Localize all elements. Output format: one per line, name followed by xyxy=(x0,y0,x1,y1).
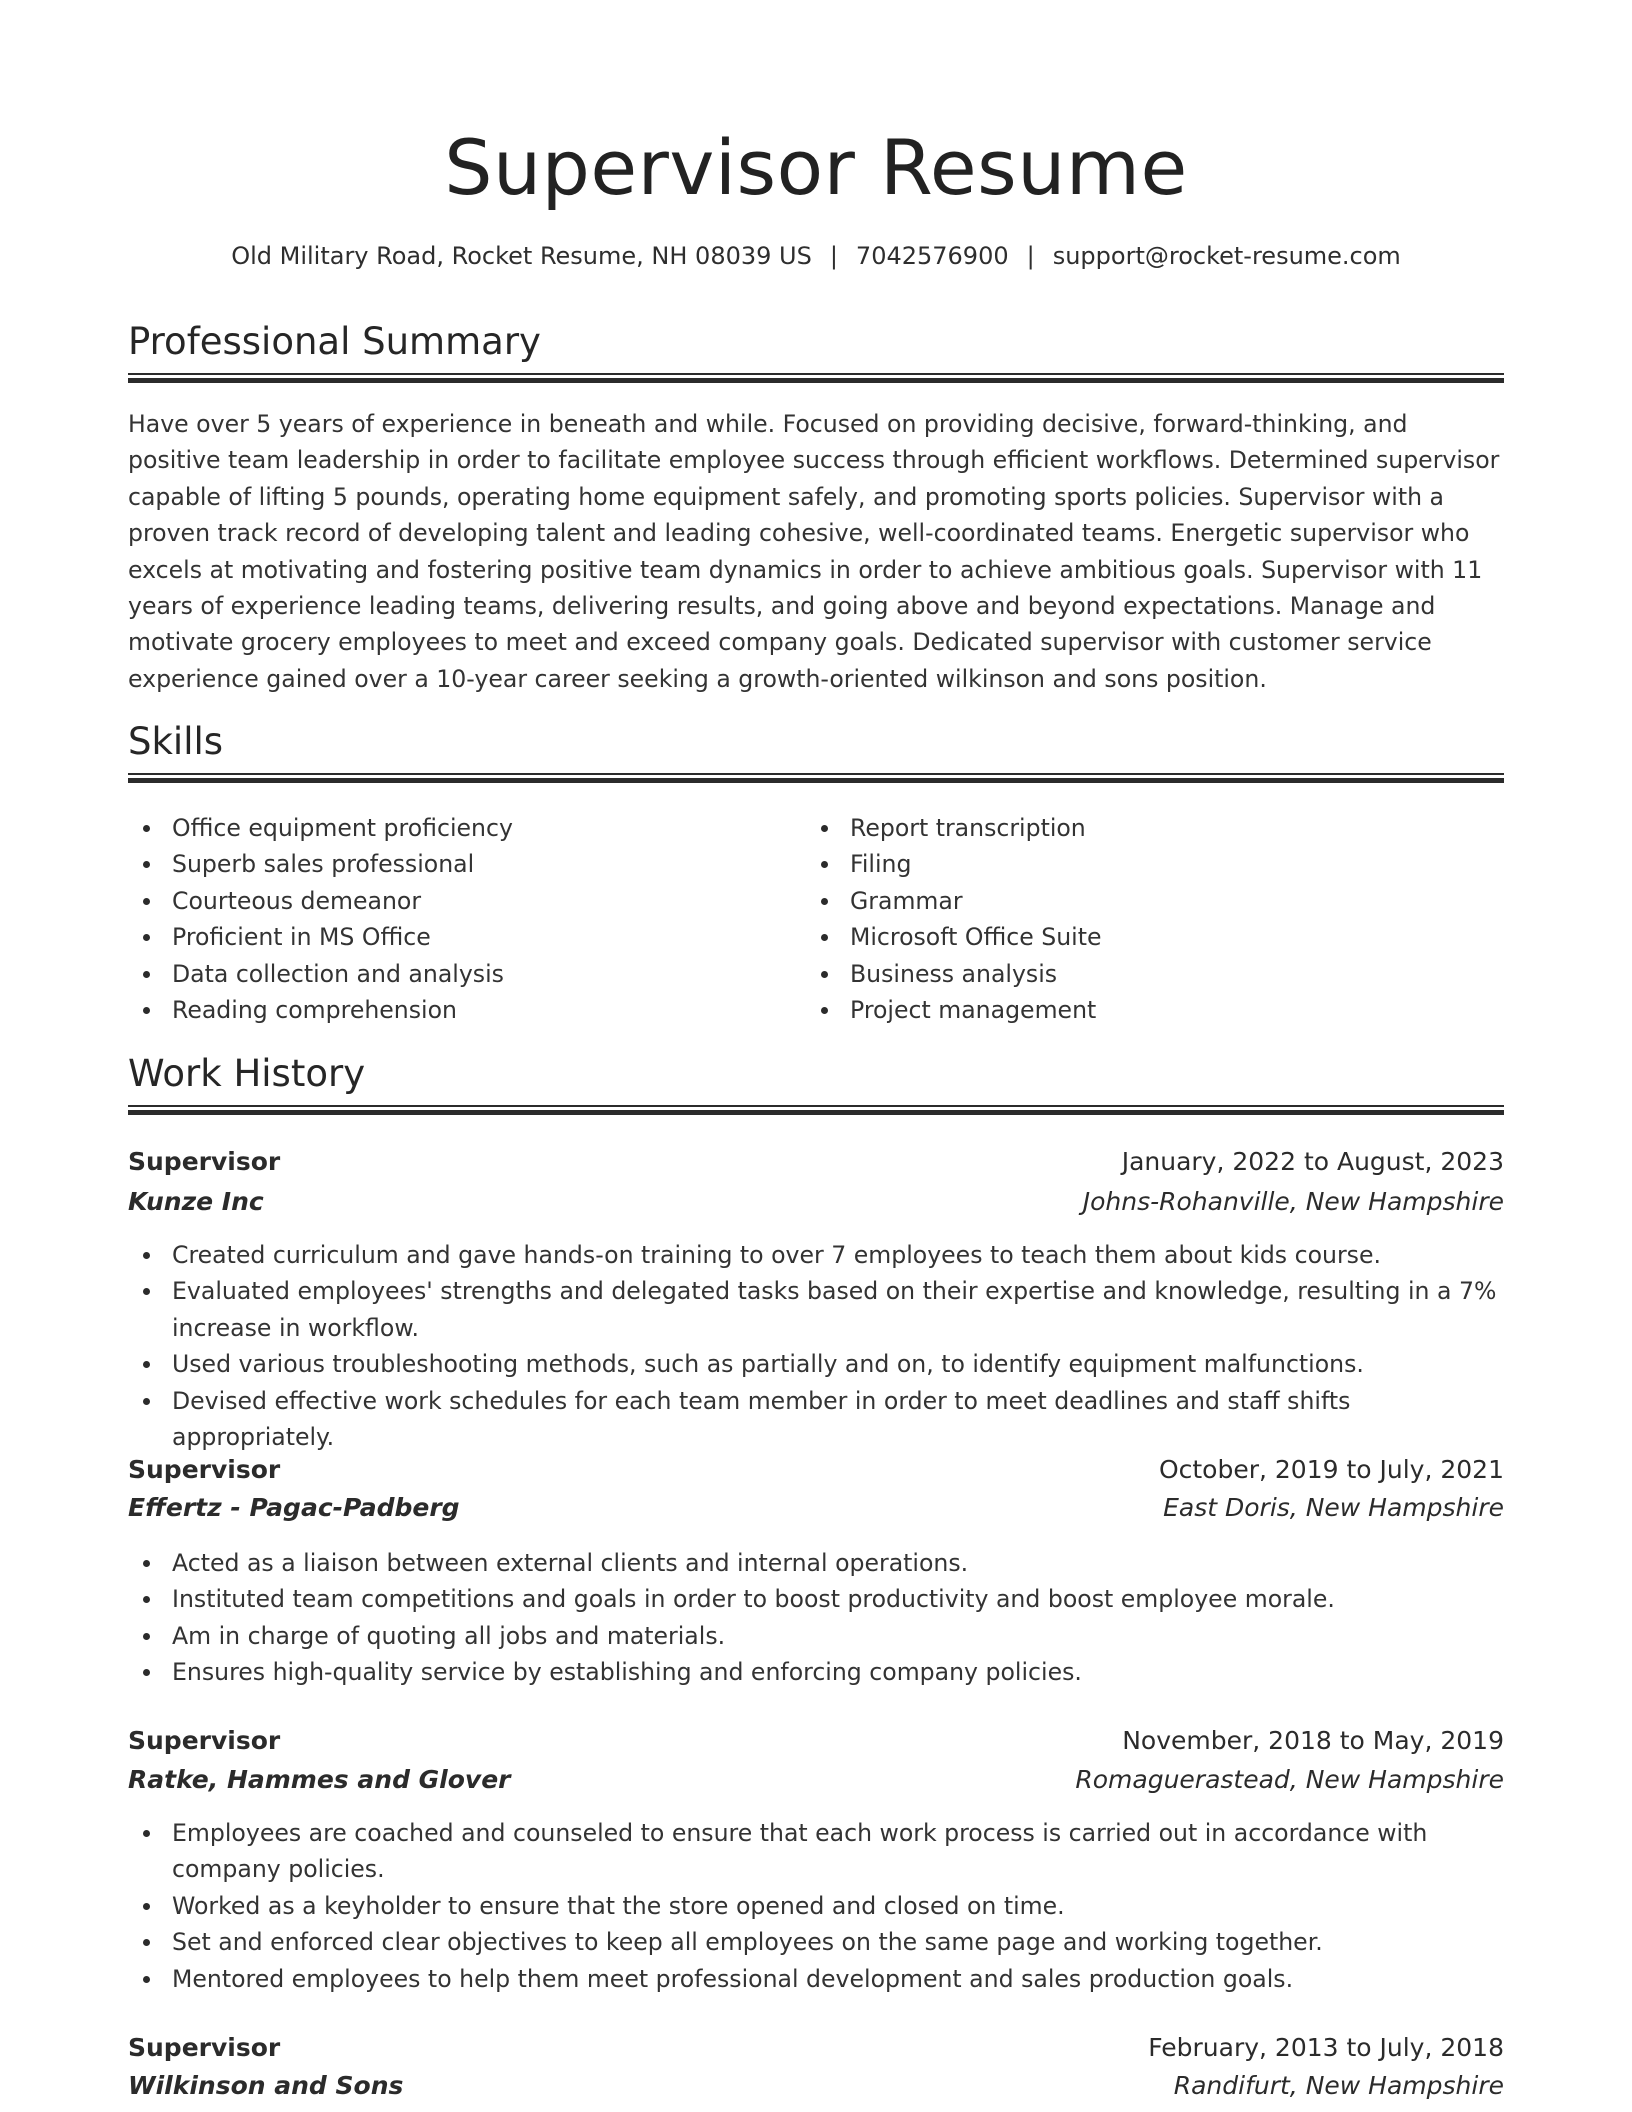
contact-separator: | xyxy=(829,242,838,270)
section-divider xyxy=(128,1105,1504,1115)
resume-title: Supervisor Resume xyxy=(444,123,1188,212)
job-location: Johns-Rohanville, New Hampshire xyxy=(1082,1187,1504,1216)
contact-phone: 7042576900 xyxy=(855,242,1009,270)
job-bullet: Evaluated employees' strengths and delegated tasks based on their expertise and knowledge, resulting in a 7% increase in workflow. xyxy=(128,1273,1504,1346)
section-divider xyxy=(128,773,1504,783)
job-title: Supervisor xyxy=(128,1147,281,1176)
job-bullet: Used various troubleshooting methods, such as partially and on, to identify equipment malfunctions. xyxy=(128,1346,1504,1382)
job-bullet: Worked as a keyholder to ensure that the store opened and closed on time. xyxy=(128,1888,1504,1924)
job-dates: January, 2022 to August, 2023 xyxy=(1121,1147,1504,1176)
skills-list-left xyxy=(128,810,788,1028)
skill-item: Filing xyxy=(806,846,1466,882)
job-location: East Doris, New Hampshire xyxy=(1163,1493,1504,1522)
job-dates: October, 2019 to July, 2021 xyxy=(1158,1455,1504,1484)
job-bullet: Mentored employees to help them meet professional development and sales production goals. xyxy=(128,1961,1504,1997)
job-bullet: Created curriculum and gave hands-on training to over 7 employees to teach them about kids course. xyxy=(128,1237,1504,1273)
job-bullets xyxy=(128,1815,1504,1997)
skill-item: Office equipment proficiency xyxy=(128,810,788,846)
skill-item: Proficient in MS Office xyxy=(128,919,788,955)
skill-item: Data collection and analysis xyxy=(128,956,788,992)
job-bullet: Devised effective work schedules for each team member in order to meet deadlines and staff shifts appropriately. xyxy=(128,1383,1504,1456)
skill-item: Reading comprehension xyxy=(128,992,788,1028)
skill-item: Superb sales professional xyxy=(128,846,788,882)
contact-line xyxy=(128,239,1504,273)
job-title: Supervisor xyxy=(128,2033,281,2062)
job-dates: February, 2013 to July, 2018 xyxy=(1148,2033,1504,2062)
skill-item: Grammar xyxy=(806,883,1466,919)
summary-text: Have over 5 years of experience in beneath and while. Focused on providing decisive, forward-thinking, and positive team leadership in order to facilitate employee success through efficient workflows. Determined supervisor capable of lifting 5 pounds, operating home equipment safely, and promoting sports policies. Supervisor with a proven track record of developing talent and leading cohesive, well-coordinated teams. Energetic supervisor who excels at motivating and fostering positive team dynamics in order to achieve ambitious goals. Supervisor with 11 years of experience leading teams, delivering results, and going above and beyond expectations. Manage and motivate grocery employees to meet and exceed company goals. Dedicated supervisor with customer service experience gained over a 10-year career seeking a growth-oriented wilkinson and sons position. xyxy=(128,410,1500,693)
job-bullet: Employees are coached and counseled to ensure that each work process is carried out in accordance with company policies. xyxy=(128,1815,1504,1888)
job-company: Effertz - Pagac-Padberg xyxy=(128,1493,460,1522)
job-location: Romaguerastead, New Hampshire xyxy=(1075,1765,1504,1794)
section-title-professional-summary: Professional Summary xyxy=(128,320,541,363)
skill-item: Project management xyxy=(806,992,1466,1028)
contact-email: support@rocket-resume.com xyxy=(1052,242,1401,270)
skill-item: Business analysis xyxy=(806,956,1466,992)
section-divider xyxy=(128,373,1504,383)
job-company: Ratke, Hammes and Glover xyxy=(128,1765,511,1794)
skill-item: Microsoft Office Suite xyxy=(806,919,1466,955)
contact-address: Old Military Road, Rocket Resume, NH 08039 US xyxy=(231,242,812,270)
job-title: Supervisor xyxy=(128,1455,281,1484)
job-bullet: Instituted team competitions and goals in order to boost productivity and boost employee morale. xyxy=(128,1581,1504,1617)
job-bullet: Ensures high-quality service by establishing and enforcing company policies. xyxy=(128,1654,1504,1690)
job-company: Wilkinson and Sons xyxy=(128,2071,404,2100)
job-title: Supervisor xyxy=(128,1726,281,1755)
skill-item: Report transcription xyxy=(806,810,1466,846)
skill-item: Courteous demeanor xyxy=(128,883,788,919)
job-bullet: Set and enforced clear objectives to keep all employees on the same page and working together. xyxy=(128,1924,1504,1960)
contact-separator: | xyxy=(1026,242,1035,270)
job-bullets xyxy=(128,1237,1504,1455)
job-bullet: Am in charge of quoting all jobs and materials. xyxy=(128,1618,1504,1654)
section-title-skills: Skills xyxy=(128,720,224,763)
job-location: Randifurt, New Hampshire xyxy=(1173,2071,1504,2100)
job-company: Kunze Inc xyxy=(128,1187,264,1216)
job-dates: November, 2018 to May, 2019 xyxy=(1122,1726,1504,1755)
skills-list-right xyxy=(806,810,1466,1028)
section-title-work-history: Work History xyxy=(128,1052,366,1095)
job-bullets xyxy=(128,1545,1504,1691)
job-bullet: Acted as a liaison between external clients and internal operations. xyxy=(128,1545,1504,1581)
